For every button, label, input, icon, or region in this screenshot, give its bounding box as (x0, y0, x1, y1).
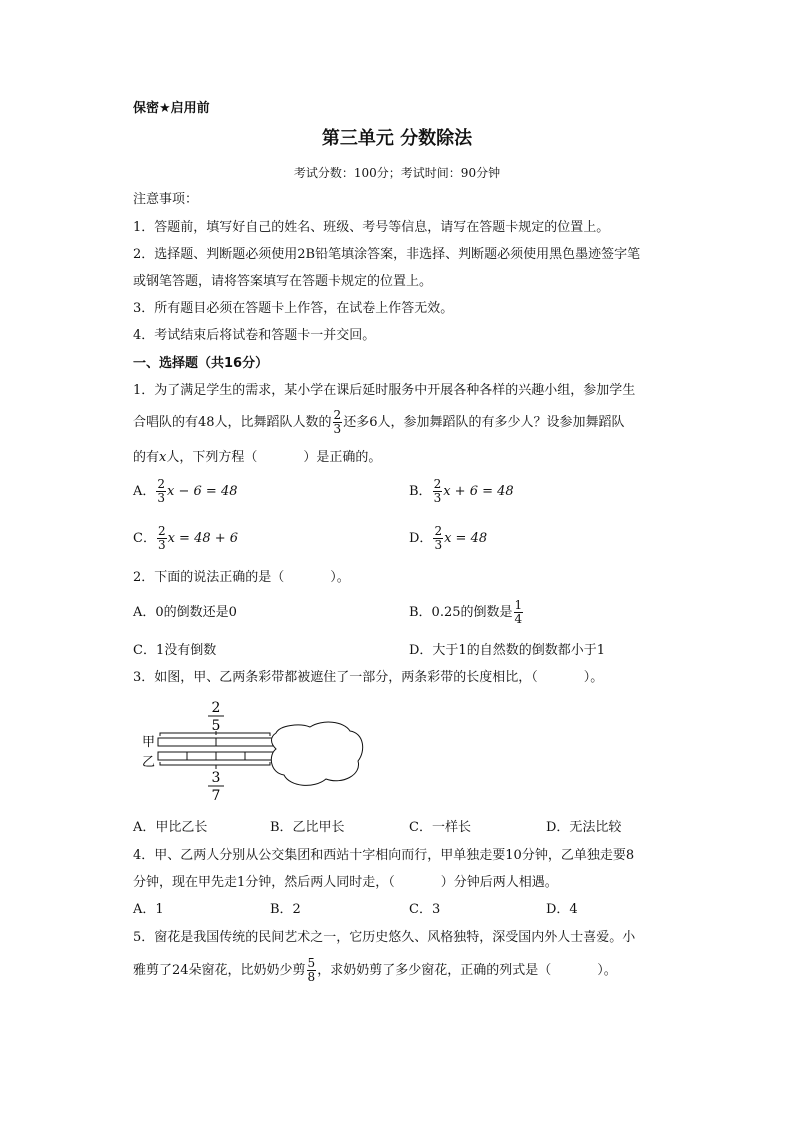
q3-stem-text-a: 3．如图，甲、乙两条彩带都被遮住了一部分，两条彩带的长度相比，（ (133, 670, 538, 685)
q1-option-b-denominator: 3 (433, 491, 442, 505)
notice-item-3: 3．所有题目必须在答题卡上作答，在试卷上作答无效。 (133, 301, 454, 316)
q2-option-b-denominator: 4 (514, 612, 523, 626)
q3-figure-top-denominator: 5 (211, 718, 221, 734)
q5-fraction (307, 957, 317, 984)
q1-line-2-text-a: 合唱队的有48人，比舞蹈队人数的 (133, 415, 332, 430)
q4-option-c[interactable]: C．3 (409, 902, 441, 917)
q1-variable: x (159, 450, 167, 465)
q1-line-2-text-b: 还多6人，参加舞蹈队的有多少人？设参加舞蹈队 (343, 415, 625, 430)
q5-fraction-numerator: 5 (307, 956, 316, 970)
q1-line-3-text-c: ）是正确的。 (303, 450, 382, 465)
q3-stem (133, 670, 603, 686)
q1-option-d-numerator: 2 (434, 524, 443, 538)
exam-info: 考试分数：100分；考试时间：90分钟 (293, 166, 501, 180)
q1-option-c-expression: x = 48 + 6 (167, 531, 239, 546)
q1-fraction-numerator: 2 (333, 408, 342, 422)
q5-line-2-text-c: ）。 (597, 963, 617, 978)
q3-option-d[interactable]: D．无法比较 (546, 820, 622, 835)
q3-ribbon-jia (158, 738, 276, 746)
q5-fraction-denominator: 8 (307, 970, 316, 984)
notice-item-2-line-2: 或钢笔答题，请将答案填写在答题卡规定的位置上。 (133, 274, 433, 289)
q2-stem-text-a: 2．下面的说法正确的是（ (133, 570, 285, 585)
q3-figure-label-yi: 乙 (142, 755, 156, 770)
q1-option-c-fraction (157, 525, 167, 552)
q1-option-b-expression: x + 6 = 48 (443, 484, 514, 499)
q1-option-a-fraction (156, 478, 166, 505)
q1-option-d-label: D． (409, 531, 433, 546)
q3-figure-top-numerator: 2 (211, 700, 221, 716)
q2-option-c[interactable]: C．1没有倒数 (133, 643, 217, 658)
q2-option-b[interactable] (409, 598, 524, 628)
q3-cloud-cover (271, 722, 362, 785)
q4-line-1: 4．甲、乙两人分别从公交集团和西站十字相向而行，甲单独走要10分钟，乙单独走要8 (133, 848, 635, 863)
q1-fraction (333, 409, 343, 436)
q4-line-2-text-b: ）分钟后两人相遇。 (440, 875, 558, 890)
q2-option-b-text: B．0.25的倒数是 (409, 605, 513, 620)
q3-figure-bottom-numerator: 3 (211, 770, 221, 786)
q1-line-3-text-a: 的有 (133, 450, 160, 465)
q1-option-d-fraction (433, 525, 443, 552)
q2-stem (133, 570, 350, 586)
q1-option-d-denominator: 3 (434, 538, 443, 552)
q1-option-b-label: B． (409, 484, 432, 499)
q3-figure-top-bracket (160, 733, 270, 736)
q3-stem-text-b: ）。 (583, 670, 604, 685)
q1-line-3-text-b: 人，下列方程（ (166, 450, 258, 465)
q3-option-b[interactable]: B．乙比甲长 (270, 820, 345, 835)
q4-option-d[interactable]: D．4 (546, 902, 578, 917)
q1-fraction-denominator: 3 (333, 422, 342, 436)
q3-figure-bottom-denominator: 7 (211, 788, 221, 804)
q4-option-a[interactable]: A．1 (133, 902, 164, 917)
section-heading: 一、选择题（共16分） (133, 356, 269, 371)
q1-option-d[interactable] (409, 525, 487, 552)
q1-option-c[interactable] (133, 525, 238, 552)
q1-line-1: 1．为了满足学生的需求，某小学在课后延时服务中开展各种各样的兴趣小组，参加学生 (133, 383, 636, 398)
q4-option-b[interactable]: B．2 (270, 902, 301, 917)
q1-option-b[interactable] (409, 478, 514, 505)
q3-figure-bottom-bracket (160, 762, 270, 765)
q2-option-d[interactable]: D．大于1的自然数的倒数都小于1 (409, 643, 605, 658)
q1-option-a-numerator: 2 (157, 477, 166, 491)
q1-option-c-label: C． (133, 531, 156, 546)
q5-line-1: 5．窗花是我国传统的民间艺术之一，它历史悠久、风格独特，深受国内外人士喜爱。小 (133, 930, 636, 945)
q4-line-2-text-a: 分钟，现在甲先走1分钟，然后两人同时走，（ (133, 875, 395, 890)
q1-option-d-expression: x = 48 (444, 531, 488, 546)
q1-option-a-denominator: 3 (157, 491, 166, 505)
page-title: 第三单元 分数除法 (321, 128, 473, 149)
q1-option-b-numerator: 2 (433, 477, 442, 491)
q2-option-a[interactable]: A．0的倒数还是0 (133, 605, 237, 620)
q2-option-b-fraction (514, 599, 524, 626)
q5-line-2-text-b: ，求奶奶剪了多少窗花，正确的列式是（ (317, 963, 552, 978)
notice-item-1: 1．答题前，填写好自己的姓名、班级、考号等信息，请写在答题卡规定的位置上。 (133, 220, 610, 235)
q3-ribbon-yi (158, 752, 276, 760)
q1-line-2 (133, 408, 624, 438)
q5-line-2 (133, 956, 617, 986)
notice-item-4: 4．考试结束后将试卷和答题卡一并交回。 (133, 328, 376, 343)
notice-item-2-line-1: 2．选择题、判断题必须使用2B铅笔填涂答案，非选择、判断题必须使用黑色墨迹签字笔 (133, 247, 641, 262)
q1-option-c-denominator: 3 (157, 538, 166, 552)
q1-option-c-numerator: 2 (157, 524, 166, 538)
q4-line-2 (133, 875, 558, 891)
q2-stem-text-b: ）。 (330, 570, 350, 585)
q3-option-c[interactable]: C．一样长 (409, 820, 471, 835)
q1-line-3 (133, 450, 381, 466)
q3-option-a[interactable]: A．甲比乙长 (133, 820, 208, 835)
q5-line-2-text-a: 雅剪了24朵窗花，比奶奶少剪 (133, 963, 306, 978)
q1-option-a[interactable] (133, 478, 238, 505)
q3-ribbon-figure (130, 695, 370, 805)
q1-option-b-fraction (433, 478, 443, 505)
confidential-label: 保密★启用前 (133, 101, 210, 116)
q1-option-a-expression: x − 6 = 48 (167, 484, 238, 499)
q2-option-b-numerator: 1 (514, 598, 523, 612)
q1-option-a-label: A． (133, 484, 156, 499)
q3-figure-label-jia: 甲 (142, 735, 156, 750)
notice-heading: 注意事项： (133, 192, 199, 207)
